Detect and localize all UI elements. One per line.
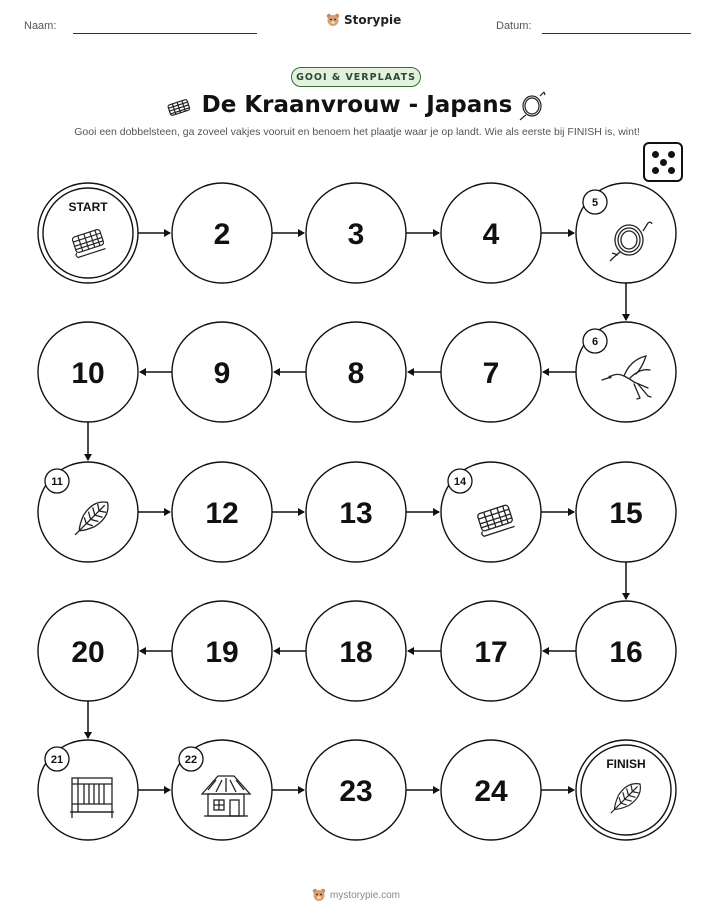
board-space-4 xyxy=(441,183,541,283)
space-number: 20 xyxy=(71,636,105,669)
name-label: Naam: xyxy=(24,20,57,32)
board-space-1 xyxy=(38,183,138,283)
space-number-badge-label: 6 xyxy=(591,336,599,348)
board-space-8 xyxy=(306,322,406,422)
space-number: 18 xyxy=(339,636,373,669)
space-number-badge-label: 11 xyxy=(51,476,63,488)
footer xyxy=(312,888,400,902)
space-number: 15 xyxy=(609,497,643,530)
board-space-3 xyxy=(306,183,406,283)
board-space-21 xyxy=(38,740,138,840)
space-number: 19 xyxy=(205,636,239,669)
bear-mascot-icon xyxy=(312,888,326,902)
space-number: 23 xyxy=(339,775,373,808)
board-space-14 xyxy=(441,462,541,562)
board-space-15 xyxy=(576,462,676,562)
space-number: 9 xyxy=(213,357,231,390)
space-number-badge-label: 21 xyxy=(50,754,64,766)
space-number: 8 xyxy=(347,357,365,390)
board-space-17 xyxy=(441,601,541,701)
footer-url: mystorypie.com xyxy=(330,889,401,901)
game-type-badge: GOOI & VERPLAATS xyxy=(291,67,421,87)
board-space-12 xyxy=(172,462,272,562)
board-space-23 xyxy=(306,740,406,840)
space-number-badge-label: 22 xyxy=(184,754,198,766)
instructions: Gooi een dobbelsteen, ga zoveel vakjes vooruit en benoem het plaatje waar je op landt. Wie als eerste bij FINISH is, wint! xyxy=(74,126,640,138)
start-label: START xyxy=(68,200,108,214)
date-label: Datum: xyxy=(496,20,532,32)
board-space-20 xyxy=(38,601,138,701)
space-number: 17 xyxy=(474,636,508,669)
board-space-22 xyxy=(172,740,272,840)
space-number: 16 xyxy=(609,636,643,669)
board-space-18 xyxy=(306,601,406,701)
board-space-7 xyxy=(441,322,541,422)
space-number: 10 xyxy=(71,357,105,390)
space-number: 12 xyxy=(205,497,239,530)
board-space-10 xyxy=(38,322,138,422)
space-number: 13 xyxy=(339,497,373,530)
board-space-13 xyxy=(306,462,406,562)
board-spaces xyxy=(38,183,676,840)
board-space-2 xyxy=(172,183,272,283)
board-space-5 xyxy=(576,183,676,283)
space-number: 24 xyxy=(474,775,508,808)
board-space-11 xyxy=(38,462,138,562)
space-number-badge-label: 14 xyxy=(453,476,467,488)
space-circle xyxy=(576,740,676,840)
space-number: 3 xyxy=(347,218,365,251)
space-number: 4 xyxy=(482,218,500,251)
brand-name: Storypie xyxy=(344,13,402,27)
finish-label: FINISH xyxy=(606,757,646,771)
page-title: De Kraanvrouw - Japans xyxy=(201,92,513,118)
board-space-19 xyxy=(172,601,272,701)
board-space-16 xyxy=(576,601,676,701)
space-number: 7 xyxy=(482,357,500,390)
space-number-badge-label: 5 xyxy=(591,197,599,209)
board-space-6 xyxy=(576,322,676,422)
space-number: 2 xyxy=(213,218,231,251)
board-space-24 xyxy=(441,740,541,840)
board-space-25 xyxy=(576,740,676,840)
board-space-9 xyxy=(172,322,272,422)
